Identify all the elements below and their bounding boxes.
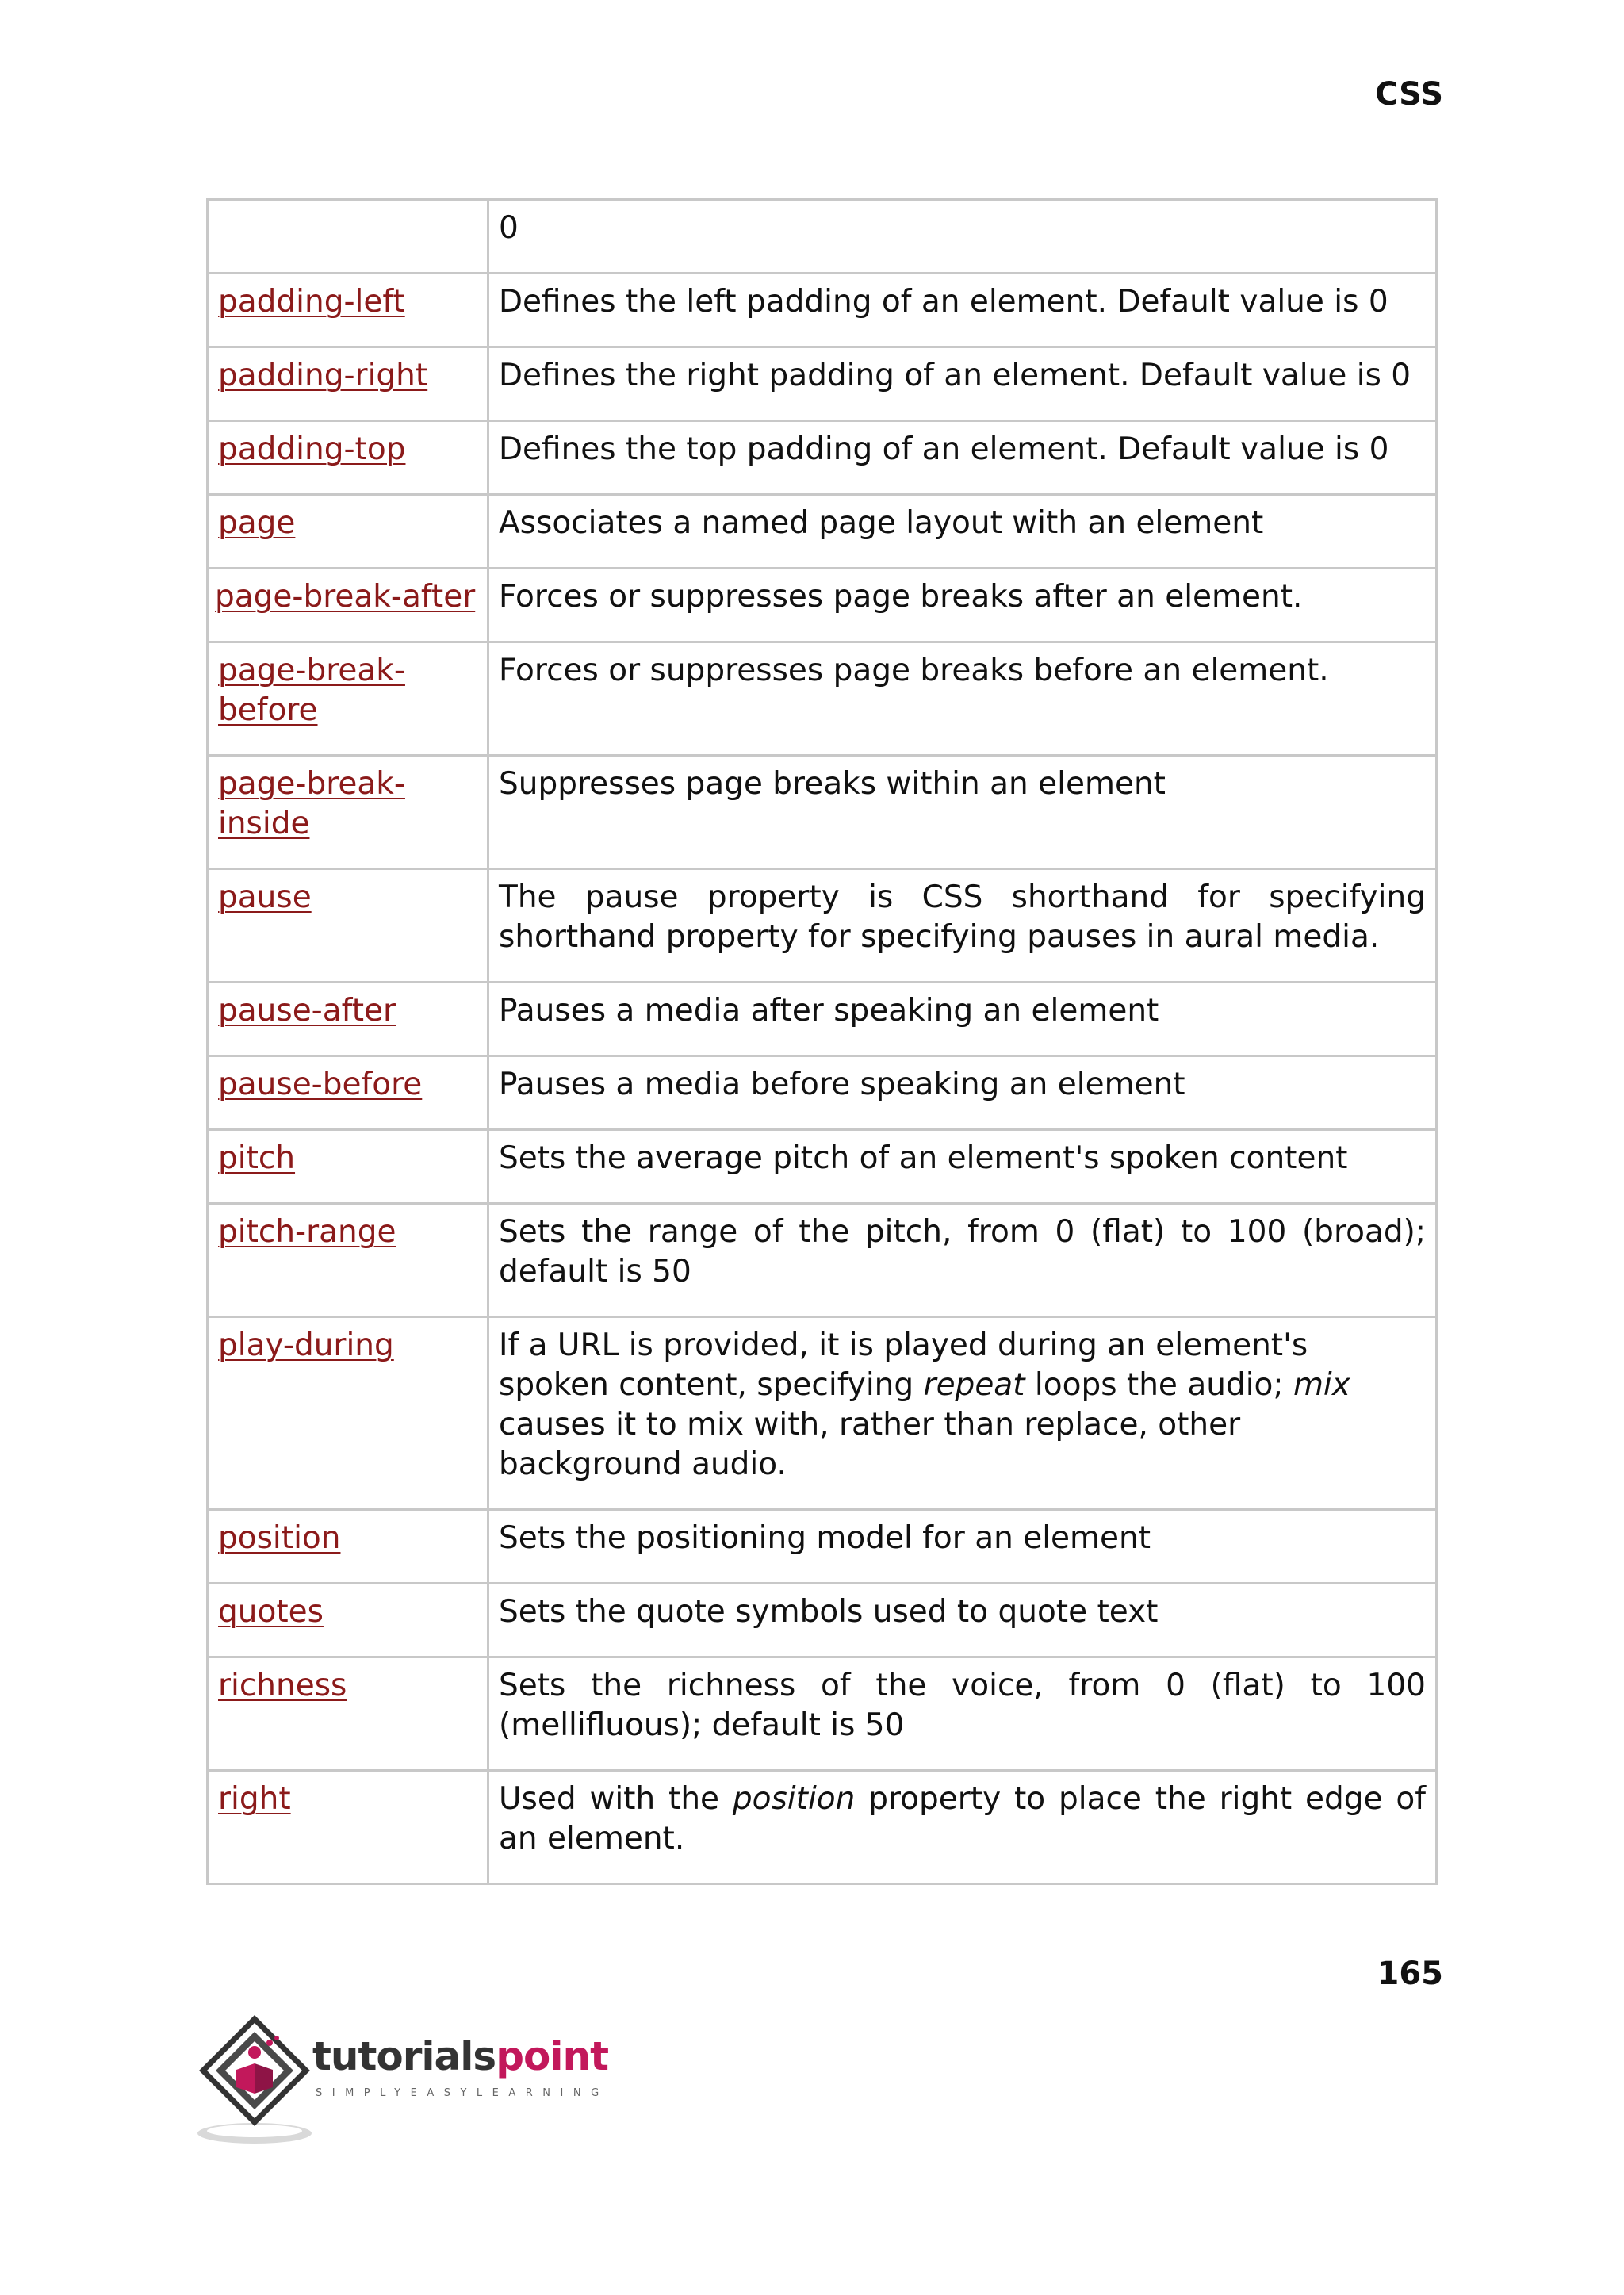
- property-link-page-break-after[interactable]: page-break-after: [215, 579, 476, 615]
- table-row: [208, 869, 1437, 983]
- logo-tagline: SIMPLYEASYLEARNING: [316, 2087, 609, 2099]
- property-description: Sets the average pitch of an element's spoken content: [488, 1130, 1437, 1204]
- table-row: [208, 1130, 1437, 1204]
- property-name-cell: [208, 1130, 488, 1204]
- property-name-cell: [208, 1317, 488, 1510]
- logo-diamond-icon: [195, 2014, 314, 2149]
- property-link-page-break-inside[interactable]: page-break- inside: [218, 766, 405, 841]
- table-row: [208, 200, 1437, 274]
- property-description: Pauses a media after speaking an element: [488, 983, 1437, 1056]
- property-name-cell: [208, 1584, 488, 1657]
- property-link-pitch[interactable]: pitch: [218, 1140, 296, 1176]
- tutorialspoint-logo: [195, 2014, 623, 2149]
- property-name-cell: [208, 756, 488, 869]
- property-name-cell: [208, 642, 488, 756]
- property-link-padding-right[interactable]: padding-right: [218, 358, 428, 393]
- property-link-position[interactable]: position: [218, 1520, 341, 1556]
- property-link-quotes[interactable]: quotes: [218, 1594, 324, 1630]
- property-link-pause[interactable]: pause: [218, 879, 312, 915]
- property-name-cell: [208, 274, 488, 347]
- table-row: [208, 421, 1437, 495]
- property-description: If a URL is provided, it is played during an element's spoken content, specifying repeat loops the audio; mix causes it to mix with, rather than replace, other background audio.: [488, 1317, 1437, 1510]
- logo-wordmark: tutorialspoint: [312, 2033, 608, 2079]
- property-description: Forces or suppresses page breaks after an element.: [488, 569, 1437, 642]
- property-name-cell: [208, 1510, 488, 1584]
- table-row: [208, 1771, 1437, 1884]
- property-link-padding-left[interactable]: padding-left: [218, 284, 405, 320]
- property-description: Sets the quote symbols used to quote text: [488, 1584, 1437, 1657]
- table-row: [208, 569, 1437, 642]
- property-link-pitch-range[interactable]: pitch-range: [218, 1214, 396, 1250]
- property-link-page-break-before[interactable]: page-break- before: [218, 653, 405, 728]
- property-description: Forces or suppresses page breaks before an element.: [488, 642, 1437, 756]
- table-row: [208, 756, 1437, 869]
- property-description: Suppresses page breaks within an element: [488, 756, 1437, 869]
- page-header-title: CSS: [1375, 76, 1443, 113]
- property-link-pause-after[interactable]: pause-after: [218, 993, 396, 1029]
- property-description: Defines the right padding of an element. Default value is 0: [488, 347, 1437, 421]
- table-row: [208, 1510, 1437, 1584]
- property-description: 0: [488, 200, 1437, 274]
- property-name-cell: [208, 1657, 488, 1771]
- property-description: Sets the positioning model for an element: [488, 1510, 1437, 1584]
- property-name-cell: [208, 569, 488, 642]
- property-link-richness[interactable]: richness: [218, 1668, 347, 1703]
- property-name-cell: [208, 983, 488, 1056]
- property-name-cell: [208, 495, 488, 569]
- property-description: The pause property is CSS shorthand for specifying shorthand property for specifying pauses in aural media.: [488, 869, 1437, 983]
- property-description: Used with the position property to place the right edge of an element.: [488, 1771, 1437, 1884]
- property-description: Sets the richness of the voice, from 0 (flat) to 100 (mellifluous); default is 50: [488, 1657, 1437, 1771]
- table-row: [208, 274, 1437, 347]
- property-name-cell: [208, 1204, 488, 1317]
- property-name-cell: [208, 869, 488, 983]
- table-row: [208, 1584, 1437, 1657]
- property-link-page[interactable]: page: [218, 505, 296, 541]
- property-link-play-during[interactable]: play-during: [218, 1328, 394, 1363]
- css-properties-table: [206, 198, 1438, 1885]
- property-link-right[interactable]: right: [218, 1781, 291, 1817]
- property-description: Pauses a media before speaking an element: [488, 1056, 1437, 1130]
- table-row: [208, 495, 1437, 569]
- table-row: [208, 642, 1437, 756]
- page-number: 165: [1377, 1956, 1443, 1992]
- property-description: Sets the range of the pitch, from 0 (flat) to 100 (broad); default is 50: [488, 1204, 1437, 1317]
- table-row: [208, 1056, 1437, 1130]
- property-name-cell: [208, 1056, 488, 1130]
- table-row: [208, 983, 1437, 1056]
- property-link-pause-before[interactable]: pause-before: [218, 1067, 423, 1102]
- property-name-cell: [208, 1771, 488, 1884]
- table-row: [208, 1657, 1437, 1771]
- property-name-cell: [208, 200, 488, 274]
- table-row: [208, 1317, 1437, 1510]
- property-description: Associates a named page layout with an element: [488, 495, 1437, 569]
- property-description: Defines the top padding of an element. Default value is 0: [488, 421, 1437, 495]
- property-link-padding-top[interactable]: padding-top: [218, 431, 406, 467]
- property-name-cell: [208, 347, 488, 421]
- property-description: Defines the left padding of an element. Default value is 0: [488, 274, 1437, 347]
- table-row: [208, 347, 1437, 421]
- table-row: [208, 1204, 1437, 1317]
- property-name-cell: [208, 421, 488, 495]
